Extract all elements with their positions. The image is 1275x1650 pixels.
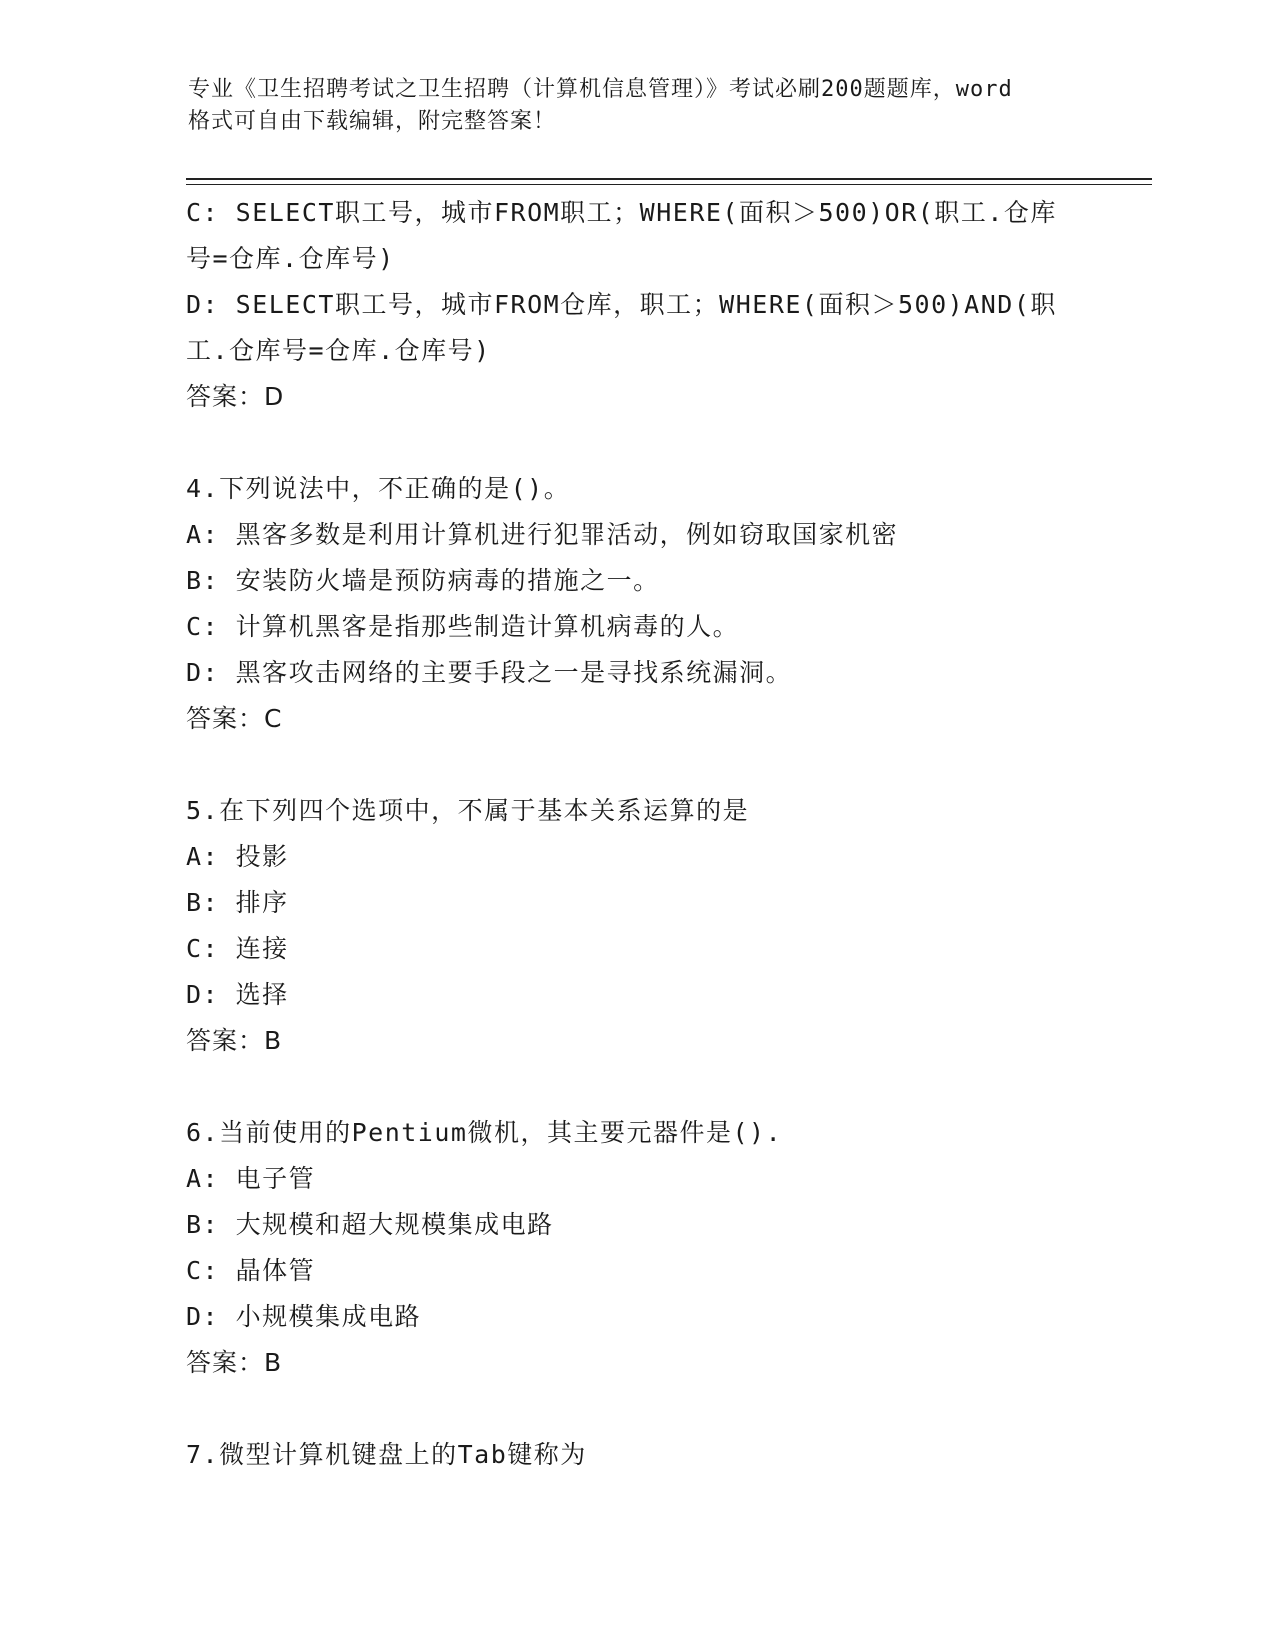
spacer (186, 1064, 1086, 1110)
answer: 答案：D (186, 382, 285, 411)
option-b: B: 安装防火墙是预防病毒的措施之一。 (186, 566, 660, 595)
option-b: B: 大规模和超大规模集成电路 (186, 1210, 554, 1239)
option-a: A: 投影 (186, 842, 289, 871)
option-c-line-2: 号=仓库.仓库号) (186, 244, 395, 273)
spacer (186, 420, 1086, 466)
question-text: 5.在下列四个选项中，不属于基本关系运算的是 (186, 796, 750, 825)
question-list (186, 190, 1086, 1478)
question-5 (186, 788, 1086, 1064)
option-d: D: 选择 (186, 980, 289, 1009)
answer: 答案：B (186, 1026, 283, 1055)
header-rule-thick (186, 178, 1152, 180)
option-a: A: 黑客多数是利用计算机进行犯罪活动，例如窃取国家机密 (186, 520, 899, 549)
option-d-line-2: 工.仓库号=仓库.仓库号) (186, 336, 491, 365)
option-d: D: 小规模集成电路 (186, 1302, 422, 1331)
option-c: C: 连接 (186, 934, 289, 963)
question-text: 4.下列说法中，不正确的是()。 (186, 474, 571, 503)
header-line-2: 格式可自由下载编辑，附完整答案！ (188, 109, 557, 134)
answer: 答案：C (186, 704, 283, 733)
question-6 (186, 1110, 1086, 1386)
question-3 (186, 190, 1086, 420)
option-c: C: 计算机黑客是指那些制造计算机病毒的人。 (186, 612, 740, 641)
spacer (186, 742, 1086, 788)
option-d-line-1: D: SELECT职工号，城市FROM仓库，职工；WHERE(面积＞500)AND(职 (186, 290, 1057, 319)
spacer (186, 1386, 1086, 1432)
option-b: B: 排序 (186, 888, 289, 917)
header-line-1: 专业《卫生招聘考试之卫生招聘（计算机信息管理）》考试必刷200题题库，word (188, 77, 1013, 102)
option-c: C: 晶体管 (186, 1256, 316, 1285)
answer: 答案：B (186, 1348, 283, 1377)
option-c-line-1: C: SELECT职工号，城市FROM职工；WHERE(面积＞500)OR(职工.仓库 (186, 198, 1057, 227)
question-text: 6.当前使用的Pentium微机，其主要元器件是(). (186, 1118, 783, 1147)
option-a: A: 电子管 (186, 1164, 316, 1193)
option-d: D: 黑客攻击网络的主要手段之一是寻找系统漏洞。 (186, 658, 793, 687)
header-rule-thin (186, 184, 1152, 185)
question-text: 7.微型计算机键盘上的Tab键称为 (186, 1440, 587, 1469)
question-7 (186, 1432, 1086, 1478)
document-header (188, 74, 1088, 138)
question-4 (186, 466, 1086, 742)
